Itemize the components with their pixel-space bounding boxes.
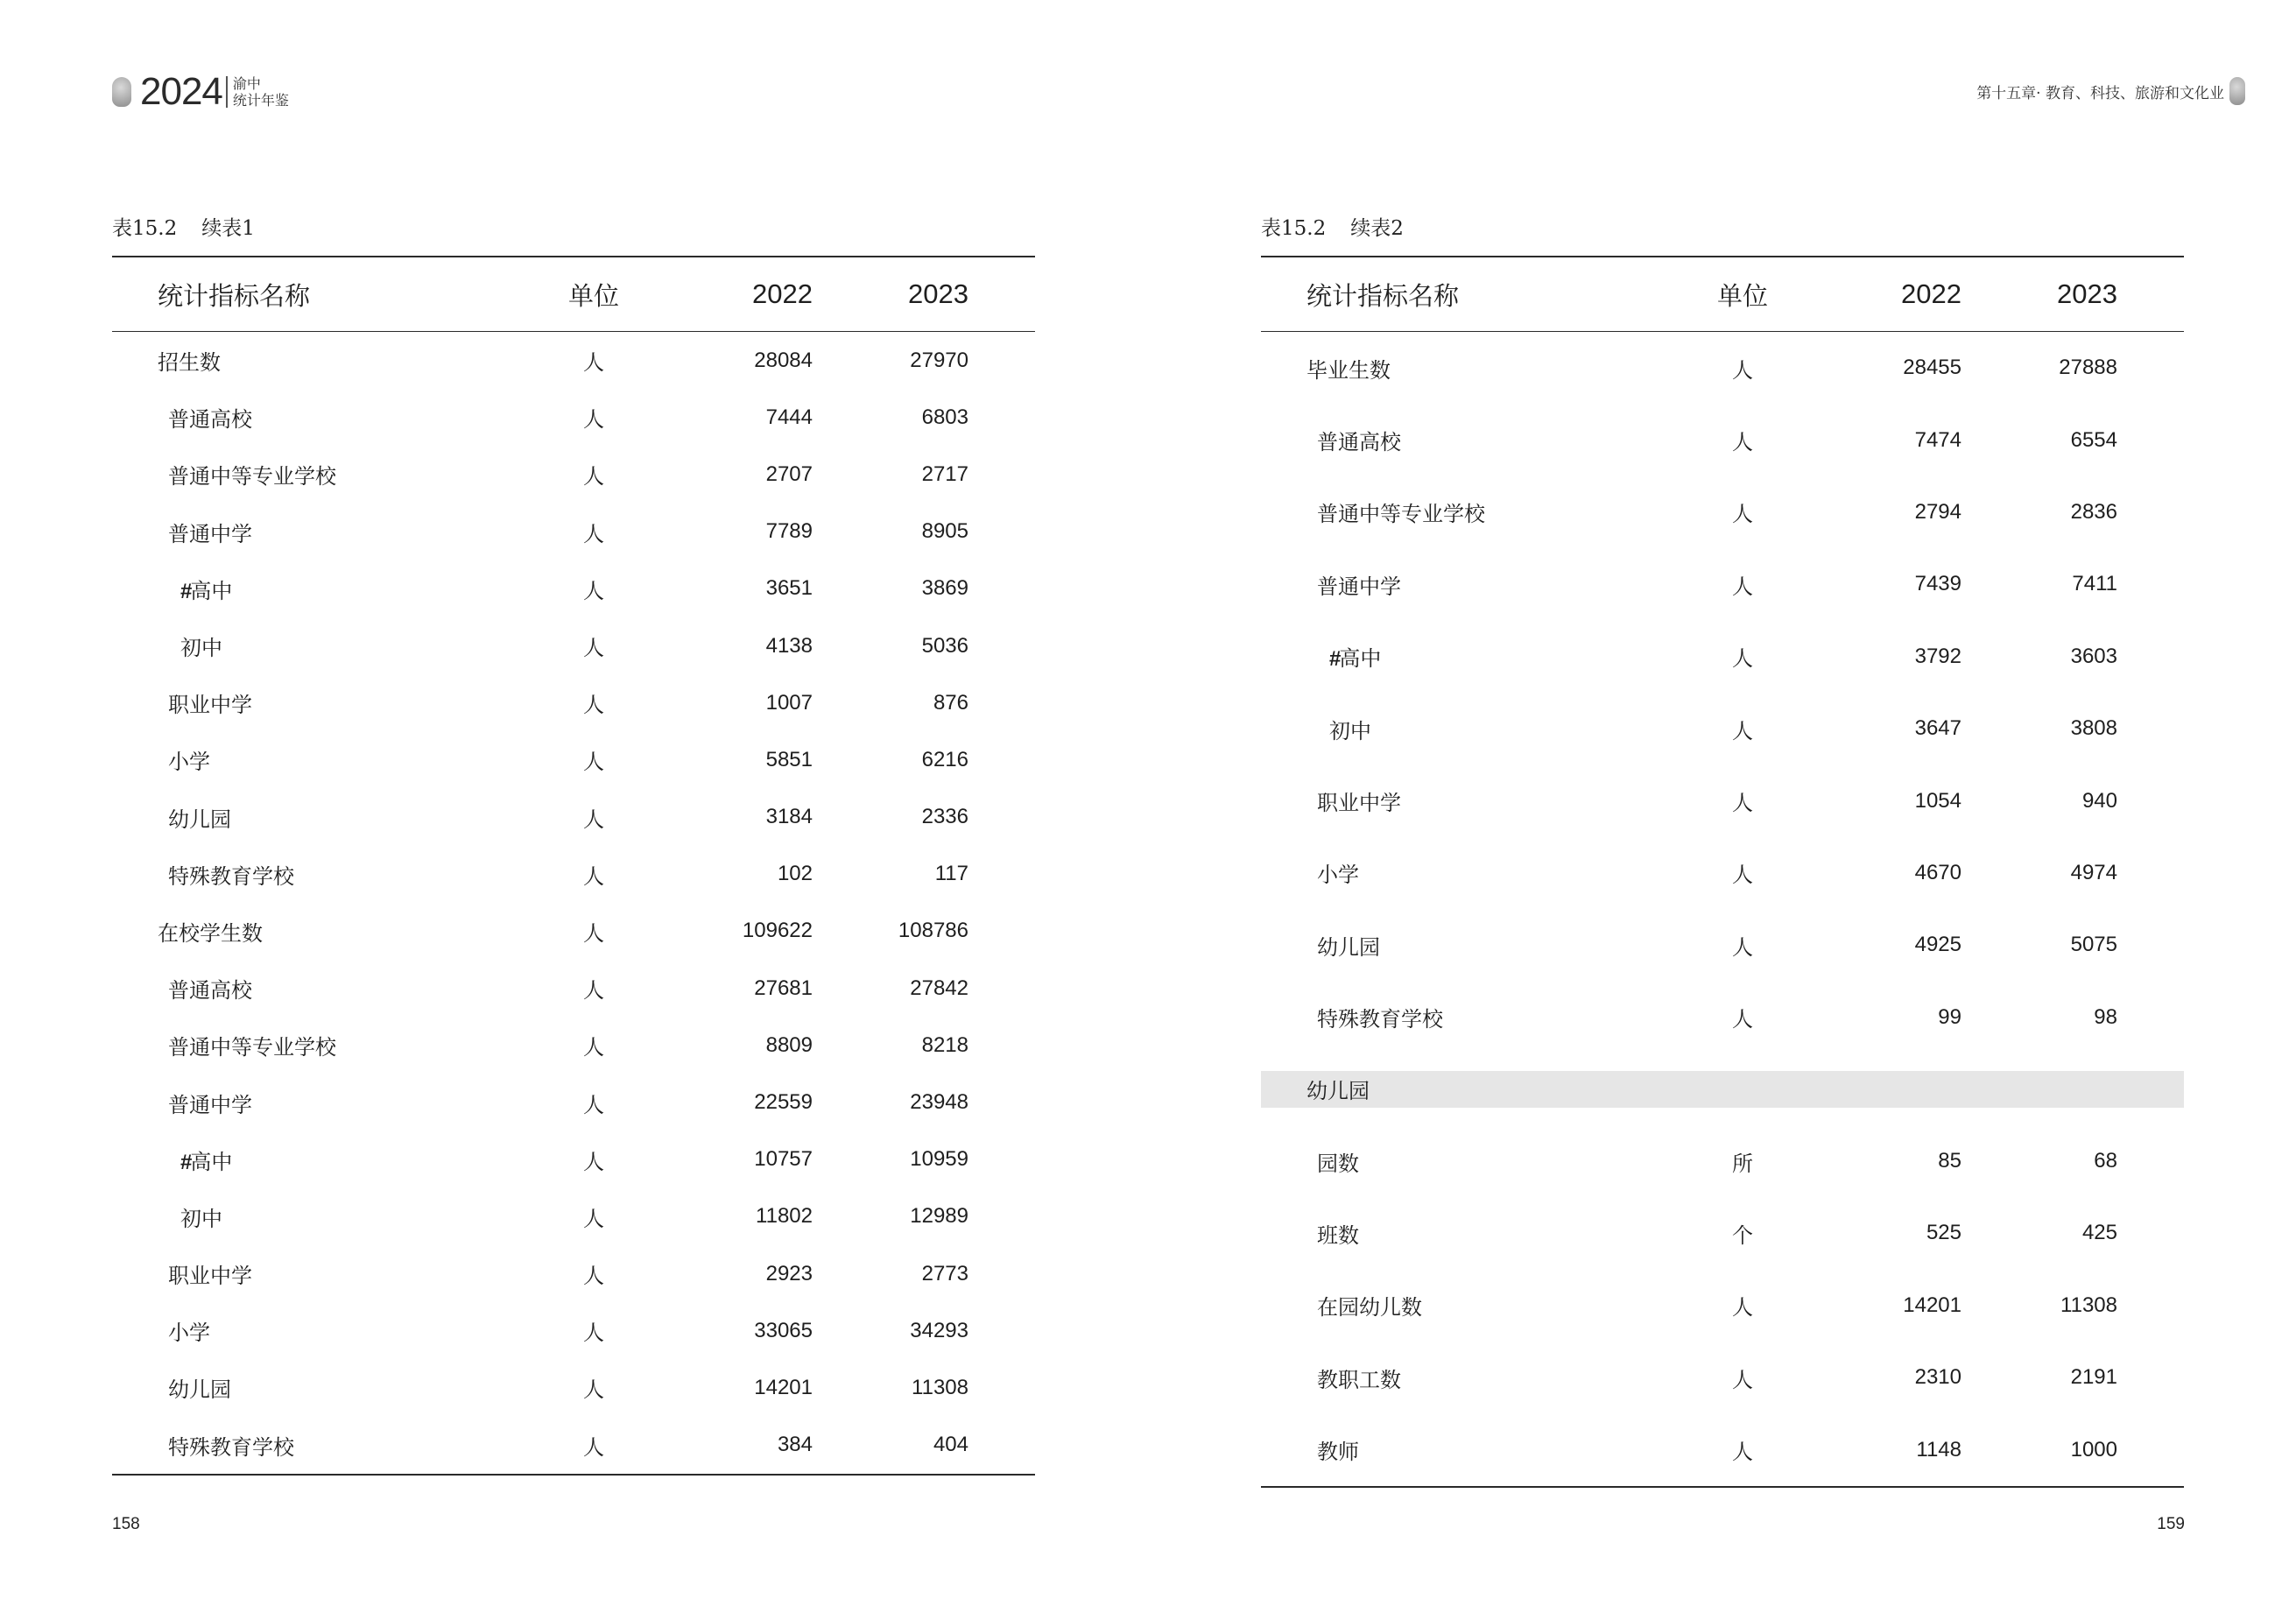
table-row [1261,909,2184,981]
row-value-2023: 8218 [921,1032,968,1057]
table-row [112,1017,1035,1074]
table-row [1261,548,2184,620]
row-value-2023: 3603 [2070,644,2117,668]
section-header-kindergarten [1261,1071,2184,1108]
row-label-text: 幼儿园 [1317,934,1380,960]
row-value-2022: 28455 [1903,356,1961,380]
row-unit: 人 [583,750,604,775]
table-row [112,960,1035,1017]
row-value-2022: 5851 [765,747,813,771]
table-row [1261,476,2184,548]
row-unit: 人 [1732,502,1753,527]
table-number: 表15.2 [112,217,178,240]
row-label-text: 高中 [190,578,233,603]
table-row [1261,982,2184,1053]
row-unit: 人 [1732,1367,1753,1392]
row-value-2022: 11802 [756,1204,813,1229]
row-label [112,1201,532,1232]
row-label [1261,1002,1681,1032]
row-value-2023: 2191 [2070,1365,2117,1390]
row-label-text: 特殊教育学校 [1317,1007,1443,1032]
row-label-text: 班数 [1317,1222,1359,1248]
table-15-2-cont-2 [1261,210,2184,1488]
row-value-2023: 34293 [910,1318,968,1342]
row-value-2023: 3869 [921,576,968,601]
row-label-text: 教师 [1317,1440,1359,1465]
row-unit: 人 [583,920,604,946]
row-unit: 人 [1732,430,1753,455]
row-label [1261,1363,1681,1393]
row-label [1261,1434,1681,1465]
row-label [112,744,532,775]
row-label-text: 职业中学 [1317,791,1401,816]
table-subtitle: 续表1 [201,217,255,240]
row-value-2022: 2794 [1914,499,1961,524]
row-value-2023: 2836 [2070,499,2117,524]
row-label [112,345,532,376]
row-label-text: 高中 [1339,646,1382,672]
row-label [1261,569,1681,600]
table-row [1261,1125,2184,1197]
row-value-2023: 876 [933,690,968,715]
table-caption [1261,210,2184,256]
row-label [112,1030,532,1060]
row-value-2022: 4925 [1914,933,1961,957]
row-unit: 人 [1732,791,1753,816]
row-unit: 人 [583,863,604,889]
row-value-2022: 102 [777,862,813,886]
row-value-2022: 27681 [754,976,813,1000]
table-caption [112,210,1035,256]
table-row [112,1245,1035,1302]
row-label [1261,1146,1681,1177]
row-value-2022: 384 [777,1433,813,1457]
row-value-2022: 4138 [765,633,813,658]
row-label-text: 初中 [1329,718,1371,743]
col-header-2022: 2022 [752,278,813,309]
row-value-2023: 108786 [898,919,968,943]
row-unit: 人 [583,1264,604,1289]
row-value-2023: 27888 [2059,356,2117,380]
row-label-text: 普通中等专业学校 [168,464,336,490]
row-value-2022: 2707 [765,461,813,486]
row-value-2022: 85 [1938,1149,1961,1173]
col-header-2023: 2023 [2057,278,2117,309]
row-value-2022: 1054 [1914,788,1961,813]
row-label-text: 在园幼儿数 [1317,1295,1422,1321]
row-unit: 人 [583,1206,604,1231]
row-value-2023: 5036 [921,633,968,658]
row-value-2022: 7789 [765,519,813,544]
row-label [112,1430,532,1461]
row-unit: 人 [583,1035,604,1060]
row-label-text: 幼儿园 [168,1377,231,1403]
row-label [112,1315,532,1346]
row-value-2023: 6554 [2070,427,2117,452]
row-label [112,859,532,890]
row-label-text: 职业中学 [168,693,252,718]
row-label-text: 普通高校 [168,978,252,1004]
table-row [1261,404,2184,475]
row-value-2023: 2336 [921,805,968,829]
row-value-2022: 7439 [1914,572,1961,596]
row-value-2023: 117 [934,862,968,886]
row-label [112,1258,532,1289]
row-value-2022: 4670 [1914,860,1961,884]
col-header-2023: 2023 [908,278,968,309]
row-value-2022: 7444 [765,405,813,429]
row-label [1261,857,1681,888]
row-label-text: 初中 [180,1206,222,1231]
row-unit: 人 [1732,934,1753,960]
row-label-text: 初中 [180,636,222,661]
table-body [1261,332,2184,1488]
row-value-2022: 3651 [765,576,813,601]
row-value-2022: 99 [1938,1004,1961,1029]
table-row [112,389,1035,446]
logo-title [233,75,289,109]
row-label [112,574,532,604]
row-label-text: 职业中学 [168,1264,252,1289]
row-value-2023: 2717 [921,461,968,486]
table-row [112,560,1035,617]
table-row [112,731,1035,788]
table-subtitle: 续表2 [1350,217,1404,240]
row-label-text: 小学 [168,750,210,775]
row-unit: 人 [1732,718,1753,743]
row-unit: 人 [583,693,604,718]
row-label [1261,1218,1681,1249]
row-label-text: 普通中学 [1317,574,1401,599]
row-value-2022: 3792 [1914,644,1961,668]
row-label [1261,930,1681,961]
table-body [112,332,1035,1476]
row-unit: 人 [1732,1440,1753,1465]
subitem-mark: # [180,579,193,603]
row-value-2022: 3647 [1914,716,1961,741]
table-row [112,1074,1035,1131]
col-header-unit: 单位 [567,280,619,311]
row-value-2023: 6216 [921,747,968,771]
row-unit: 人 [583,806,604,832]
row-value-2022: 22559 [754,1090,813,1115]
col-header-2022: 2022 [1901,278,1961,309]
row-unit: 人 [1732,1295,1753,1321]
row-label [112,687,532,718]
row-value-2023: 1000 [2070,1437,2117,1462]
row-unit: 人 [583,1434,604,1460]
row-value-2023: 23948 [910,1090,968,1115]
subitem-mark: # [180,1150,193,1174]
row-label-text: 小学 [1317,863,1359,888]
row-value-2022: 8809 [765,1032,813,1057]
page-number: 159 [2157,1515,2185,1533]
chapter-title: 第十五章· 教育、科技、旅游和文化业 [1976,84,2224,102]
table-row [1261,764,2184,836]
row-unit: 人 [583,407,604,433]
row-value-2023: 27842 [910,976,968,1000]
table-row [112,789,1035,846]
row-label [112,916,532,947]
row-label [1261,641,1681,672]
row-label-text: 在校学生数 [158,920,263,946]
row-value-2023: 2773 [921,1261,968,1285]
subitem-mark: # [1329,647,1342,672]
table-number: 表15.2 [1261,217,1327,240]
row-label-text: 高中 [190,1149,233,1174]
row-label-text: 特殊教育学校 [168,1434,294,1460]
table-row [1261,1197,2184,1269]
row-unit: 人 [583,636,604,661]
table-row [1261,1342,2184,1413]
row-label [112,973,532,1004]
table-row [112,1359,1035,1416]
row-label [112,459,532,490]
row-label [112,630,532,661]
table-row [112,1131,1035,1188]
table-row [1261,1413,2184,1485]
row-label-text: 普通中等专业学校 [1317,502,1485,527]
row-label [112,1088,532,1118]
row-label-text: 幼儿园 [168,806,231,832]
row-unit: 人 [1732,1007,1753,1032]
row-unit: 人 [1732,574,1753,599]
row-label [112,1372,532,1403]
logo-emblem-icon [112,77,131,107]
chapter-header [1976,77,2245,105]
row-value-2023: 5075 [2070,933,2117,957]
row-value-2022: 7474 [1914,427,1961,452]
table-row [112,1302,1035,1359]
row-value-2022: 2923 [765,1261,813,1285]
row-value-2022: 28084 [754,348,813,372]
table-15-2-cont-1 [112,210,1035,1476]
row-value-2023: 404 [933,1433,968,1457]
logo-line-1: 渝中 [232,75,261,92]
row-label-text: 招生数 [158,350,221,376]
row-unit: 人 [583,350,604,376]
row-value-2023: 425 [2081,1221,2117,1245]
row-label [112,517,532,547]
col-header-unit: 单位 [1716,280,1768,311]
row-value-2023: 98 [2094,1004,2117,1029]
row-unit: 人 [1732,863,1753,888]
row-label [1261,785,1681,816]
table-row [112,446,1035,503]
table-row [112,903,1035,960]
row-value-2023: 940 [2081,788,2117,813]
row-value-2023: 3808 [2070,716,2117,741]
row-value-2023: 6803 [921,405,968,429]
row-label-text: 教职工数 [1317,1367,1401,1392]
row-unit: 人 [583,1321,604,1346]
table-row [112,1417,1035,1474]
row-unit: 人 [583,521,604,546]
table-row [1261,837,2184,909]
table-row [112,617,1035,674]
row-label [112,402,532,433]
row-label [112,802,532,833]
row-label-text: 普通高校 [168,407,252,433]
row-unit: 人 [1732,357,1753,383]
row-value-2022: 1007 [765,690,813,715]
section-title: 幼儿园 [1306,1079,1370,1104]
logo-year: 2024 [140,70,222,113]
col-header-name: 统计指标名称 [1306,280,1460,311]
row-unit: 人 [583,978,604,1004]
table-header [112,256,1035,332]
row-label [1261,497,1681,527]
row-value-2022: 109622 [742,919,813,943]
table-row [112,1188,1035,1245]
row-unit: 所 [1732,1151,1753,1176]
row-label-text: 普通中等专业学校 [168,1035,336,1060]
table-row [112,332,1035,389]
yearbook-logo [112,70,289,114]
table-row [1261,621,2184,693]
row-unit: 个 [1732,1222,1753,1248]
row-label-text: 园数 [1317,1151,1359,1176]
row-value-2022: 14201 [1903,1293,1961,1317]
row-value-2022: 33065 [754,1318,813,1342]
table-row [1261,332,2184,404]
logo-divider [226,76,228,108]
logo-line-2: 统计年鉴 [232,92,289,109]
row-unit: 人 [583,1377,604,1403]
row-value-2023: 12989 [910,1204,968,1229]
row-label-text: 普通中学 [168,521,252,546]
row-value-2022: 2310 [1914,1365,1961,1390]
col-header-name: 统计指标名称 [158,280,311,311]
table-row [1261,693,2184,764]
row-label [1261,353,1681,384]
row-unit: 人 [583,1092,604,1117]
row-unit: 人 [583,464,604,490]
row-value-2022: 525 [1926,1221,1961,1245]
row-label-text: 特殊教育学校 [168,863,294,889]
row-value-2023: 68 [2094,1149,2117,1173]
row-value-2023: 4974 [2070,860,2117,884]
chapter-emblem-icon [2229,77,2245,105]
table-row [112,846,1035,903]
row-value-2023: 11308 [912,1375,968,1399]
table-row [112,674,1035,731]
row-unit: 人 [1732,646,1753,672]
table-header [1261,256,2184,332]
row-value-2023: 11308 [2060,1293,2117,1317]
row-value-2022: 14201 [754,1375,813,1399]
row-label-text: 普通中学 [168,1092,252,1117]
row-label [1261,714,1681,744]
row-label-text: 毕业生数 [1306,357,1391,383]
row-label [112,1145,532,1175]
row-value-2022: 1148 [1916,1437,1961,1462]
row-value-2023: 8905 [921,519,968,544]
page-number: 158 [112,1515,140,1533]
row-unit: 人 [583,578,604,603]
row-value-2023: 27970 [910,348,968,372]
row-label [1261,425,1681,455]
row-value-2023: 10959 [910,1147,968,1172]
table-row [1261,1270,2184,1342]
row-label-text: 普通高校 [1317,430,1401,455]
row-value-2022: 10757 [754,1147,813,1172]
table-row [112,504,1035,560]
row-value-2022: 3184 [765,805,813,829]
right-page [1148,0,2296,1613]
row-label [1261,1290,1681,1321]
row-label-text: 小学 [168,1321,210,1346]
row-value-2023: 7411 [2072,572,2117,596]
row-unit: 人 [583,1149,604,1174]
